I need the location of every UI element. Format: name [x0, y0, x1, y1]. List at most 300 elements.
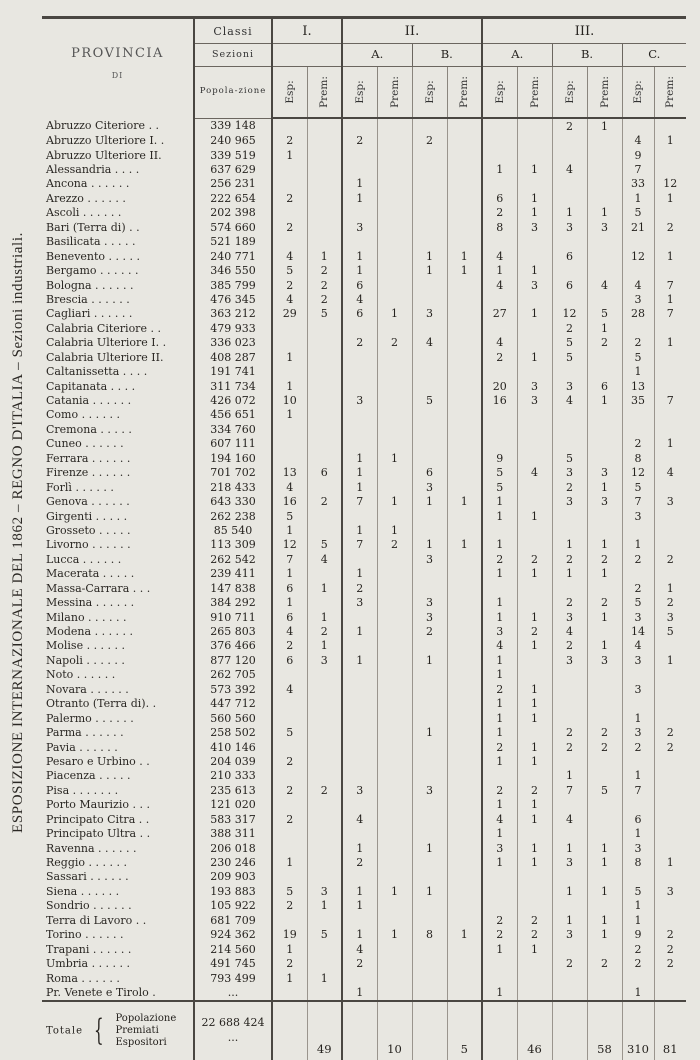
- table-row: [42, 321, 686, 335]
- esp-cell: 2: [272, 956, 307, 970]
- esp-cell: [272, 177, 307, 191]
- prem-cell: [377, 509, 412, 523]
- esp-cell: 4: [482, 278, 517, 292]
- table-row: [42, 364, 686, 378]
- esp-cell: 3: [552, 855, 587, 869]
- prem-cell: [377, 177, 412, 191]
- table-row: [42, 725, 686, 739]
- prem-cell: [447, 191, 482, 205]
- esp-label: Esp:: [563, 80, 576, 104]
- prem-cell: [377, 263, 412, 277]
- esp-cell: 2: [552, 725, 587, 739]
- prem-cell: [447, 480, 482, 494]
- prem-cell: 3: [517, 379, 552, 393]
- prem-cell: [447, 336, 482, 350]
- esp-cell: [622, 754, 654, 768]
- esp-cell: 33: [622, 177, 654, 191]
- esp-cell: 7: [342, 494, 377, 508]
- prem-cell: [517, 971, 552, 985]
- table-row: [42, 639, 686, 653]
- esp-cell: 3: [622, 292, 654, 306]
- population-cell: 643 330: [194, 494, 272, 508]
- esp-cell: [342, 437, 377, 451]
- esp-cell: [272, 162, 307, 176]
- esp-cell: [342, 971, 377, 985]
- esp-cell: 1: [342, 567, 377, 581]
- prem-cell: [447, 379, 482, 393]
- prem-cell: [587, 162, 622, 176]
- prem-cell: [447, 653, 482, 667]
- esp-cell: [412, 697, 447, 711]
- table-row: [42, 451, 686, 465]
- prem-cell: [307, 235, 342, 249]
- prem-cell: [377, 408, 412, 422]
- esp-cell: 4: [552, 393, 587, 407]
- esp-cell: 4: [272, 480, 307, 494]
- esp-cell: [482, 884, 517, 898]
- prem-cell: [447, 639, 482, 653]
- table-row: [42, 595, 686, 609]
- prem-cell: [447, 971, 482, 985]
- province-name: Sassari . . . . . .: [46, 870, 129, 884]
- section-II-B-header: B.: [412, 44, 482, 67]
- prem-cell: [587, 711, 622, 725]
- esp-cell: 3: [342, 220, 377, 234]
- prem-cell: [587, 812, 622, 826]
- esp-cell: [622, 235, 654, 249]
- prem-cell: [654, 783, 686, 797]
- esp-cell: [272, 364, 307, 378]
- esp-cell: 6: [272, 653, 307, 667]
- prem-cell: 1: [587, 610, 622, 624]
- esp-cell: 1: [622, 899, 654, 913]
- esp-cell: 1: [272, 971, 307, 985]
- population-cell: 240 771: [194, 249, 272, 263]
- prem-cell: [307, 177, 342, 191]
- esp-header: [272, 67, 307, 119]
- prem-cell: 2: [654, 956, 686, 970]
- esp-cell: 5: [552, 350, 587, 364]
- province-name: Piacenza . . . . .: [46, 769, 131, 783]
- esp-cell: [272, 740, 307, 754]
- esp-cell: [622, 263, 654, 277]
- prem-cell: [517, 451, 552, 465]
- province-name: Parma . . . . . .: [46, 726, 124, 740]
- esp-cell: 1: [482, 567, 517, 581]
- prem-cell: 3: [587, 220, 622, 234]
- esp-cell: 12: [272, 538, 307, 552]
- population-cell: 105 922: [194, 899, 272, 913]
- prem-cell: [377, 466, 412, 480]
- table-row: [42, 870, 686, 884]
- prem-cell: 1: [377, 451, 412, 465]
- prem-cell: 2: [654, 942, 686, 956]
- table-row: [42, 928, 686, 942]
- esp-cell: [482, 235, 517, 249]
- esp-cell: 9: [622, 928, 654, 942]
- esp-cell: 20: [482, 379, 517, 393]
- prem-header: [654, 67, 686, 119]
- esp-cell: [412, 711, 447, 725]
- population-cell: ...: [194, 985, 272, 1000]
- prem-cell: [447, 697, 482, 711]
- population-cell: 491 745: [194, 956, 272, 970]
- prem-cell: [307, 956, 342, 970]
- prem-cell: [377, 350, 412, 364]
- prem-cell: [377, 913, 412, 927]
- esp-cell: 2: [622, 740, 654, 754]
- prem-cell: [447, 451, 482, 465]
- esp-cell: 5: [622, 350, 654, 364]
- prem-cell: [447, 884, 482, 898]
- prem-cell: [377, 595, 412, 609]
- table-row: [42, 118, 686, 133]
- prem-cell: [447, 408, 482, 422]
- esp-cell: 2: [342, 581, 377, 595]
- esp-cell: [552, 697, 587, 711]
- esp-cell: 8: [622, 451, 654, 465]
- esp-cell: [412, 206, 447, 220]
- esp-cell: 2: [482, 783, 517, 797]
- total-cell: 58: [587, 1001, 622, 1060]
- prem-cell: [307, 942, 342, 956]
- esp-cell: [412, 437, 447, 451]
- esp-cell: 2: [552, 595, 587, 609]
- prem-cell: 4: [307, 552, 342, 566]
- prem-cell: [654, 480, 686, 494]
- population-cell: 256 231: [194, 177, 272, 191]
- esp-cell: 3: [412, 610, 447, 624]
- prem-cell: 1: [447, 249, 482, 263]
- prem-cell: [517, 870, 552, 884]
- esp-cell: [342, 711, 377, 725]
- esp-cell: [412, 870, 447, 884]
- prem-cell: [587, 769, 622, 783]
- prem-cell: 2: [654, 220, 686, 234]
- prem-cell: [517, 133, 552, 147]
- population-cell: 204 039: [194, 754, 272, 768]
- prem-cell: [654, 639, 686, 653]
- esp-cell: 1: [622, 826, 654, 840]
- esp-cell: [342, 552, 377, 566]
- table-row: [42, 899, 686, 913]
- esp-cell: 1: [552, 567, 587, 581]
- prem-cell: 1: [307, 639, 342, 653]
- table-row: [42, 884, 686, 898]
- prem-cell: [377, 682, 412, 696]
- table-row: [42, 538, 686, 552]
- prem-cell: [654, 422, 686, 436]
- prem-cell: [517, 408, 552, 422]
- prem-cell: [654, 769, 686, 783]
- prem-cell: [654, 235, 686, 249]
- prem-cell: [587, 697, 622, 711]
- prem-cell: [307, 697, 342, 711]
- popolazione-header: Popola-zione: [194, 67, 272, 119]
- prem-cell: 1: [517, 812, 552, 826]
- population-cell: 262 542: [194, 552, 272, 566]
- prem-cell: [447, 595, 482, 609]
- prem-cell: [447, 624, 482, 638]
- esp-cell: 3: [552, 653, 587, 667]
- prem-cell: [447, 769, 482, 783]
- prem-cell: [587, 581, 622, 595]
- population-cell: 336 023: [194, 336, 272, 350]
- prem-cell: [447, 826, 482, 840]
- prem-cell: [307, 379, 342, 393]
- prem-cell: [517, 538, 552, 552]
- esp-cell: 3: [622, 610, 654, 624]
- totals-item: Popolazione: [115, 1012, 177, 1024]
- population-cell: 240 965: [194, 133, 272, 147]
- population-cell: 793 499: [194, 971, 272, 985]
- esp-cell: [412, 826, 447, 840]
- prem-cell: [307, 220, 342, 234]
- prem-cell: [377, 118, 412, 133]
- esp-cell: 5: [272, 884, 307, 898]
- table-row: [42, 740, 686, 754]
- esp-header: [482, 67, 517, 119]
- prem-cell: 1: [517, 841, 552, 855]
- esp-cell: [482, 956, 517, 970]
- prem-cell: [654, 754, 686, 768]
- table-row: [42, 668, 686, 682]
- esp-cell: [622, 321, 654, 335]
- prem-cell: [377, 754, 412, 768]
- esp-cell: 1: [342, 985, 377, 1000]
- esp-cell: [552, 971, 587, 985]
- esp-cell: 7: [622, 162, 654, 176]
- prem-cell: 1: [587, 841, 622, 855]
- esp-cell: 5: [272, 725, 307, 739]
- province-name: Abruzzo Citeriore . .: [46, 119, 160, 133]
- prem-cell: [517, 985, 552, 1000]
- prem-cell: 3: [307, 884, 342, 898]
- esp-cell: [482, 148, 517, 162]
- esp-cell: 1: [412, 494, 447, 508]
- esp-cell: 1: [342, 928, 377, 942]
- population-cell: 456 651: [194, 408, 272, 422]
- population-cell: 206 018: [194, 841, 272, 855]
- esp-cell: 5: [622, 595, 654, 609]
- table-row: [42, 408, 686, 422]
- prem-cell: [307, 870, 342, 884]
- esp-cell: 16: [272, 494, 307, 508]
- esp-cell: 3: [342, 783, 377, 797]
- prem-header: [377, 67, 412, 119]
- esp-cell: [272, 321, 307, 335]
- prem-cell: [654, 985, 686, 1000]
- prem-cell: [307, 985, 342, 1000]
- province-name: Grosseto . . . . .: [46, 523, 131, 537]
- prem-cell: [377, 870, 412, 884]
- esp-label: Esp:: [283, 80, 296, 104]
- prem-cell: 3: [517, 278, 552, 292]
- esp-cell: [412, 942, 447, 956]
- total-cell: 81: [654, 1001, 686, 1060]
- prem-cell: [377, 206, 412, 220]
- table-row: [42, 307, 686, 321]
- prem-cell: [447, 711, 482, 725]
- prem-cell: [447, 292, 482, 306]
- esp-cell: 2: [552, 639, 587, 653]
- prem-cell: 5: [307, 538, 342, 552]
- esp-cell: [622, 422, 654, 436]
- esp-cell: [412, 754, 447, 768]
- esp-cell: [342, 913, 377, 927]
- table-row: [42, 581, 686, 595]
- esp-cell: 4: [482, 336, 517, 350]
- esp-cell: 4: [342, 292, 377, 306]
- esp-cell: 1: [272, 408, 307, 422]
- prem-cell: 1: [587, 393, 622, 407]
- side-running-title: [0, 120, 36, 945]
- esp-cell: [272, 826, 307, 840]
- esp-cell: 1: [272, 379, 307, 393]
- province-name: Bari (Terra di) . .: [46, 220, 140, 234]
- prem-cell: [447, 509, 482, 523]
- esp-cell: 1: [622, 538, 654, 552]
- prem-cell: 1: [517, 610, 552, 624]
- esp-cell: 1: [342, 249, 377, 263]
- prem-cell: 1: [654, 653, 686, 667]
- population-cell: 85 540: [194, 523, 272, 537]
- esp-cell: 3: [412, 552, 447, 566]
- esp-cell: 1: [342, 263, 377, 277]
- esp-cell: [622, 870, 654, 884]
- prem-cell: [447, 725, 482, 739]
- population-cell: 408 287: [194, 350, 272, 364]
- esp-cell: [552, 523, 587, 537]
- prem-cell: [377, 971, 412, 985]
- prem-cell: 2: [587, 725, 622, 739]
- esp-cell: [412, 971, 447, 985]
- prem-cell: 1: [587, 118, 622, 133]
- population-cell: 476 345: [194, 292, 272, 306]
- prem-cell: 1: [517, 307, 552, 321]
- prem-cell: [447, 913, 482, 927]
- prem-cell: 1: [517, 567, 552, 581]
- section-III-C-header: C.: [622, 44, 686, 67]
- prem-cell: [307, 711, 342, 725]
- prem-cell: [517, 292, 552, 306]
- prem-cell: 6: [587, 379, 622, 393]
- esp-cell: [412, 913, 447, 927]
- esp-cell: [412, 509, 447, 523]
- prem-cell: 2: [377, 538, 412, 552]
- prem-cell: [377, 855, 412, 869]
- prem-cell: [447, 437, 482, 451]
- population-cell: 574 660: [194, 220, 272, 234]
- esp-cell: [272, 336, 307, 350]
- section-III-B-header: B.: [552, 44, 622, 67]
- prem-cell: 2: [307, 624, 342, 638]
- table-row: [42, 509, 686, 523]
- population-cell: 385 799: [194, 278, 272, 292]
- province-name: Pisa . . . . . . .: [46, 783, 119, 797]
- esp-cell: 12: [622, 466, 654, 480]
- esp-cell: 2: [482, 913, 517, 927]
- province-name: Brescia . . . . . .: [46, 292, 130, 306]
- esp-cell: [342, 408, 377, 422]
- total-cell: 10: [377, 1001, 412, 1060]
- prem-cell: 1: [447, 494, 482, 508]
- prem-cell: [447, 783, 482, 797]
- prem-cell: 1: [307, 581, 342, 595]
- esp-cell: 1: [272, 350, 307, 364]
- prem-cell: 1: [654, 581, 686, 595]
- esp-cell: 1: [552, 841, 587, 855]
- prem-cell: [447, 956, 482, 970]
- province-name: Calabria Ulteriore I. .: [46, 336, 167, 350]
- prem-cell: [654, 523, 686, 537]
- prem-cell: [447, 985, 482, 1000]
- esp-cell: [342, 148, 377, 162]
- esp-cell: 8: [482, 220, 517, 234]
- esp-cell: 1: [342, 899, 377, 913]
- prem-cell: [587, 451, 622, 465]
- total-cell: [482, 1001, 517, 1060]
- esp-cell: [482, 177, 517, 191]
- province-name: Reggio . . . . . .: [46, 856, 127, 870]
- province-name: Massa-Carrara . . .: [46, 581, 151, 595]
- esp-cell: [482, 581, 517, 595]
- prem-cell: [377, 769, 412, 783]
- prem-cell: [307, 567, 342, 581]
- prem-cell: [654, 206, 686, 220]
- esp-cell: 19: [272, 928, 307, 942]
- esp-header: [622, 67, 654, 119]
- esp-cell: [342, 162, 377, 176]
- esp-cell: 5: [272, 509, 307, 523]
- esp-cell: [272, 711, 307, 725]
- esp-cell: [412, 523, 447, 537]
- prem-cell: 1: [517, 697, 552, 711]
- prem-cell: [377, 191, 412, 205]
- prem-cell: [377, 148, 412, 162]
- esp-cell: 28: [622, 307, 654, 321]
- esp-cell: 5: [622, 480, 654, 494]
- table-row: [42, 480, 686, 494]
- esp-cell: 1: [482, 798, 517, 812]
- esp-cell: [412, 985, 447, 1000]
- esp-cell: [412, 422, 447, 436]
- prem-cell: 1: [587, 928, 622, 942]
- esp-cell: 5: [552, 336, 587, 350]
- esp-cell: [412, 379, 447, 393]
- prem-cell: [517, 884, 552, 898]
- esp-cell: [412, 451, 447, 465]
- esp-cell: 6: [552, 278, 587, 292]
- prem-cell: [377, 552, 412, 566]
- table-row: [42, 754, 686, 768]
- prem-cell: [654, 379, 686, 393]
- population-cell: 222 654: [194, 191, 272, 205]
- table-row: [42, 191, 686, 205]
- esp-cell: [622, 697, 654, 711]
- esp-cell: 2: [622, 437, 654, 451]
- prem-label: Prem:: [318, 76, 330, 108]
- population-cell: 230 246: [194, 855, 272, 869]
- esp-cell: [622, 798, 654, 812]
- esp-cell: 2: [552, 321, 587, 335]
- esp-cell: 13: [272, 466, 307, 480]
- esp-cell: 5: [272, 263, 307, 277]
- prem-cell: [377, 624, 412, 638]
- esp-cell: [272, 769, 307, 783]
- province-name: Noto . . . . . .: [46, 668, 116, 682]
- prem-cell: [517, 826, 552, 840]
